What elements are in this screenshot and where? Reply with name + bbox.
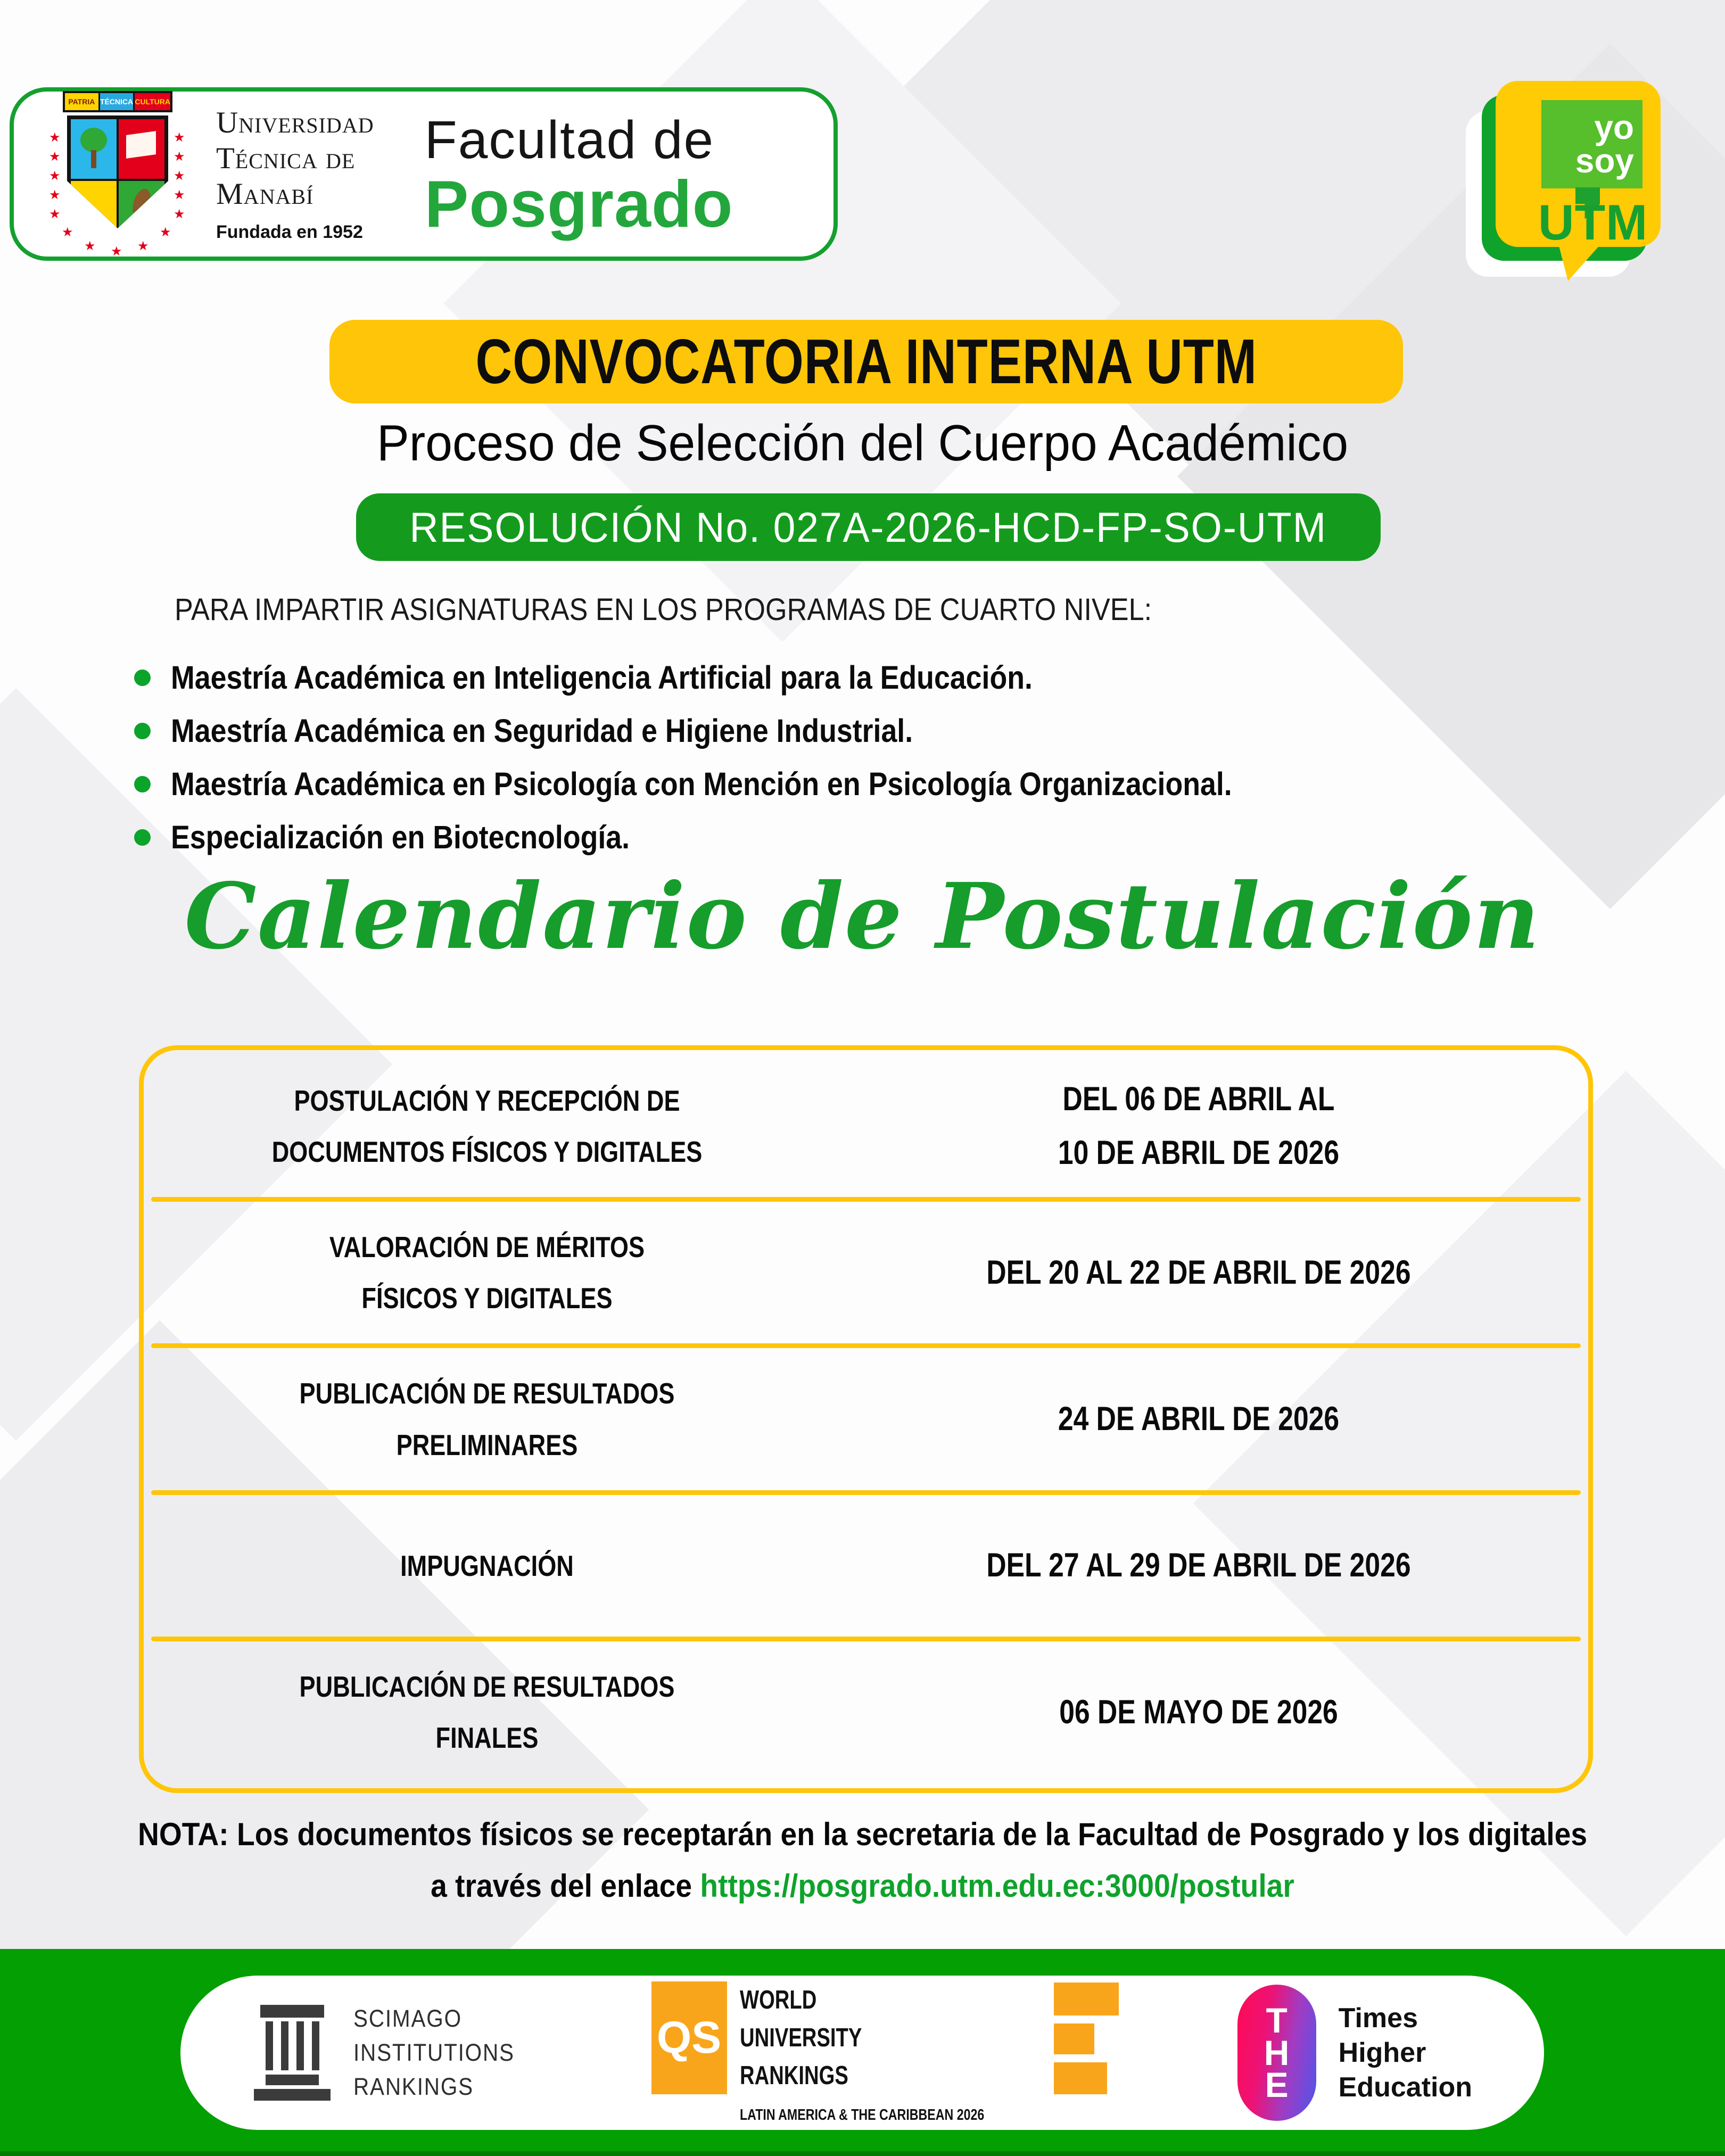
yosoy-soy-text: soy xyxy=(1575,142,1634,180)
list-item xyxy=(134,712,1377,749)
qs-line: WORLD xyxy=(739,1985,816,2014)
yosoy-utm-logo xyxy=(1496,81,1661,250)
table-row xyxy=(144,1495,1588,1637)
tree-trunk-icon xyxy=(91,150,96,168)
calendar-table xyxy=(139,1045,1593,1793)
bullet-dot-icon xyxy=(134,776,151,792)
faculty-line-2: Posgrado xyxy=(424,168,733,242)
utm-crest-logo xyxy=(46,91,189,257)
yosoy-yo-text: yo xyxy=(1594,108,1634,147)
crest-motto-tecnica: TÉCNICA xyxy=(100,93,135,110)
star-icon: ★ xyxy=(49,169,61,183)
bullet-text: Maestría Académica en Inteligencia Artificial para la Educación. xyxy=(171,659,1033,696)
the-letter: E xyxy=(1265,2065,1289,2105)
yosoy-utm-text: UTM xyxy=(1538,194,1648,250)
resolution-text: RESOLUCIÓN No. 027A-2026-HCD-FP-SO-UTM xyxy=(409,503,1327,551)
note-body: Los documentos físicos se receptarán en la secretaria de la Facultad de Posgrado y los digitales a través del enlace xyxy=(228,1816,1588,1904)
row-divider xyxy=(151,1490,1581,1495)
speech-bubble-tail xyxy=(1558,244,1601,281)
bullet-dot-icon xyxy=(134,723,151,739)
the-line: Education xyxy=(1338,2071,1472,2103)
list-item xyxy=(134,765,1377,803)
calendar-label-line: POSTULACIÓN Y RECEPCIÓN DE xyxy=(294,1084,680,1117)
calendar-date xyxy=(809,1392,1588,1446)
list-item xyxy=(134,659,1377,696)
calendar-label xyxy=(144,1368,809,1471)
header-card xyxy=(10,87,838,261)
list-item xyxy=(134,819,1377,856)
star-icon: ★ xyxy=(174,169,185,183)
resolution-badge xyxy=(356,493,1381,561)
the-line: Higher xyxy=(1338,2037,1426,2068)
row-divider xyxy=(151,1637,1581,1641)
star-icon: ★ xyxy=(84,239,96,253)
bullet-dot-icon xyxy=(134,670,151,686)
university-name-line: Técnica de xyxy=(216,142,356,176)
table-row xyxy=(144,1202,1588,1343)
calendar-label xyxy=(144,1075,809,1178)
qs-tagline: LATIN AMERICA & THE CARIBBEAN 2026 xyxy=(739,2107,984,2124)
yosoy-bubble xyxy=(1496,81,1661,250)
star-icon: ★ xyxy=(49,150,61,164)
the-letter: H xyxy=(1264,2033,1290,2072)
bullet-list xyxy=(134,659,1377,856)
calendar-label-line: VALORACIÓN DE MÉRITOS xyxy=(329,1230,645,1264)
the-logo xyxy=(1237,1985,1472,2121)
cocoa-pod-icon xyxy=(129,187,154,220)
calendar-date-line: 24 DE ABRIL DE 2026 xyxy=(1058,1400,1340,1438)
star-icon: ★ xyxy=(49,130,61,145)
calendar-label-line: DOCUMENTOS FÍSICOS Y DIGITALES xyxy=(271,1135,703,1169)
banner-title-text: CONVOCATORIA INTERNA UTM xyxy=(475,326,1257,397)
calendar-date xyxy=(809,1072,1588,1180)
intro-lead xyxy=(175,592,1260,627)
scimago-column-icon xyxy=(252,2005,332,2101)
star-icon: ★ xyxy=(137,239,149,253)
calendar-heading: Calendario de Postulación xyxy=(184,863,1541,970)
calendar-date-line: DEL 27 AL 29 DE ABRIL DE 2026 xyxy=(986,1547,1411,1584)
university-name-line: Universidad xyxy=(216,106,374,140)
qs-rankings-logo xyxy=(651,1981,1119,2124)
scimago-line: INSTITUTIONS xyxy=(353,2039,515,2067)
star-icon: ★ xyxy=(174,130,185,145)
star-icon: ★ xyxy=(62,225,73,239)
table-row xyxy=(144,1641,1588,1783)
calendar-date xyxy=(809,1539,1588,1592)
crest-motto-banner xyxy=(63,91,172,112)
qs-label xyxy=(740,1981,1045,2124)
calendar-label xyxy=(144,1221,809,1324)
calendar-date-line: DEL 20 AL 22 DE ABRIL DE 2026 xyxy=(986,1253,1411,1291)
calendar-label-line: IMPUGNACIÓN xyxy=(400,1549,574,1582)
star-icon: ★ xyxy=(111,244,122,259)
bullet-text: Maestría Académica en Seguridad e Higiene Industrial. xyxy=(171,713,913,749)
university-name xyxy=(216,105,374,242)
star-icon: ★ xyxy=(49,188,61,202)
scimago-label xyxy=(353,2002,533,2104)
tree-icon xyxy=(80,128,107,152)
note-prefix: NOTA: xyxy=(137,1816,229,1852)
crest-quadrant-cocoa xyxy=(119,181,164,228)
qs-block xyxy=(1054,1982,1119,2015)
calendar-label xyxy=(144,1540,809,1591)
row-divider xyxy=(151,1343,1581,1348)
star-icon: ★ xyxy=(174,188,185,202)
calendar-label-line: PRELIMINARES xyxy=(396,1428,578,1461)
subtitle-text: Proceso de Selección del Cuerpo Académico xyxy=(376,415,1349,472)
star-icon: ★ xyxy=(174,207,185,221)
crest-motto-patria: PATRIA xyxy=(65,93,100,110)
the-label xyxy=(1339,2001,1472,2105)
star-icon: ★ xyxy=(174,150,185,164)
calendar-date-line: 06 DE MAYO DE 2026 xyxy=(1059,1693,1338,1731)
row-divider xyxy=(151,1197,1581,1202)
qs-block xyxy=(1054,2023,1094,2054)
intro-lead-text: PARA IMPARTIR ASIGNATURAS EN LOS PROGRAMAS DE CUARTO NIVEL: xyxy=(175,592,1152,627)
crest-quadrant-field xyxy=(71,181,117,228)
scimago-line: SCIMAGO xyxy=(353,2005,462,2033)
calendar-date xyxy=(809,1246,1588,1300)
the-letter: T xyxy=(1266,2000,1287,2040)
scimago-line: RANKINGS xyxy=(353,2072,474,2100)
calendar-label-line: FINALES xyxy=(435,1721,539,1754)
the-badge xyxy=(1237,1985,1316,2121)
star-icon: ★ xyxy=(49,207,61,221)
calendar-label-line: FÍSICOS Y DIGITALES xyxy=(361,1282,613,1315)
the-line: Times xyxy=(1338,2002,1418,2034)
qs-line: RANKINGS xyxy=(739,2061,848,2091)
table-row xyxy=(144,1348,1588,1490)
calendar-label-line: PUBLICACIÓN DE RESULTADOS xyxy=(299,1670,675,1703)
footer-pill xyxy=(180,1976,1544,2130)
note-link[interactable]: https://posgrado.utm.edu.ec:3000/postular xyxy=(700,1868,1294,1904)
crest-quadrant-tree xyxy=(71,119,117,179)
qs-badge: QS xyxy=(651,1981,727,2094)
calendar-label-line: PUBLICACIÓN DE RESULTADOS xyxy=(299,1377,675,1410)
qs-line: UNIVERSITY xyxy=(739,2023,862,2052)
calendar-date-line: DEL 06 DE ABRIL AL xyxy=(1062,1080,1335,1118)
yosoy-green-box xyxy=(1541,100,1643,188)
subtitle xyxy=(0,414,1725,473)
note-text xyxy=(133,1808,1592,1912)
bullet-text: Maestría Académica en Psicología con Mención en Psicología Organizacional. xyxy=(171,766,1232,802)
crest-motto-cultura: CULTURA xyxy=(135,93,170,110)
scimago-logo xyxy=(252,2002,533,2104)
bullet-dot-icon xyxy=(134,829,151,846)
crest-shield xyxy=(67,115,168,228)
bullet-text: Especialización en Biotecnología. xyxy=(171,819,630,855)
qs-block xyxy=(1054,2062,1107,2094)
banner-title xyxy=(329,320,1403,403)
footer-band xyxy=(0,1949,1725,2156)
founded-text: Fundada en 1952 xyxy=(216,221,363,242)
calendar-date-line: 10 DE ABRIL DE 2026 xyxy=(1058,1134,1340,1172)
university-name-line: Manabí xyxy=(216,177,314,211)
faculty-line-1: Facultad de xyxy=(424,110,715,170)
book-icon xyxy=(126,131,156,159)
footer-edge xyxy=(0,2151,1725,2156)
faculty-title xyxy=(424,110,733,242)
calendar-label xyxy=(144,1661,809,1764)
qs-block-pattern xyxy=(1054,1982,1119,2094)
crest-quadrant-book xyxy=(119,119,164,179)
star-icon: ★ xyxy=(160,225,171,239)
table-row xyxy=(144,1055,1588,1197)
calendar-date xyxy=(809,1686,1588,1739)
